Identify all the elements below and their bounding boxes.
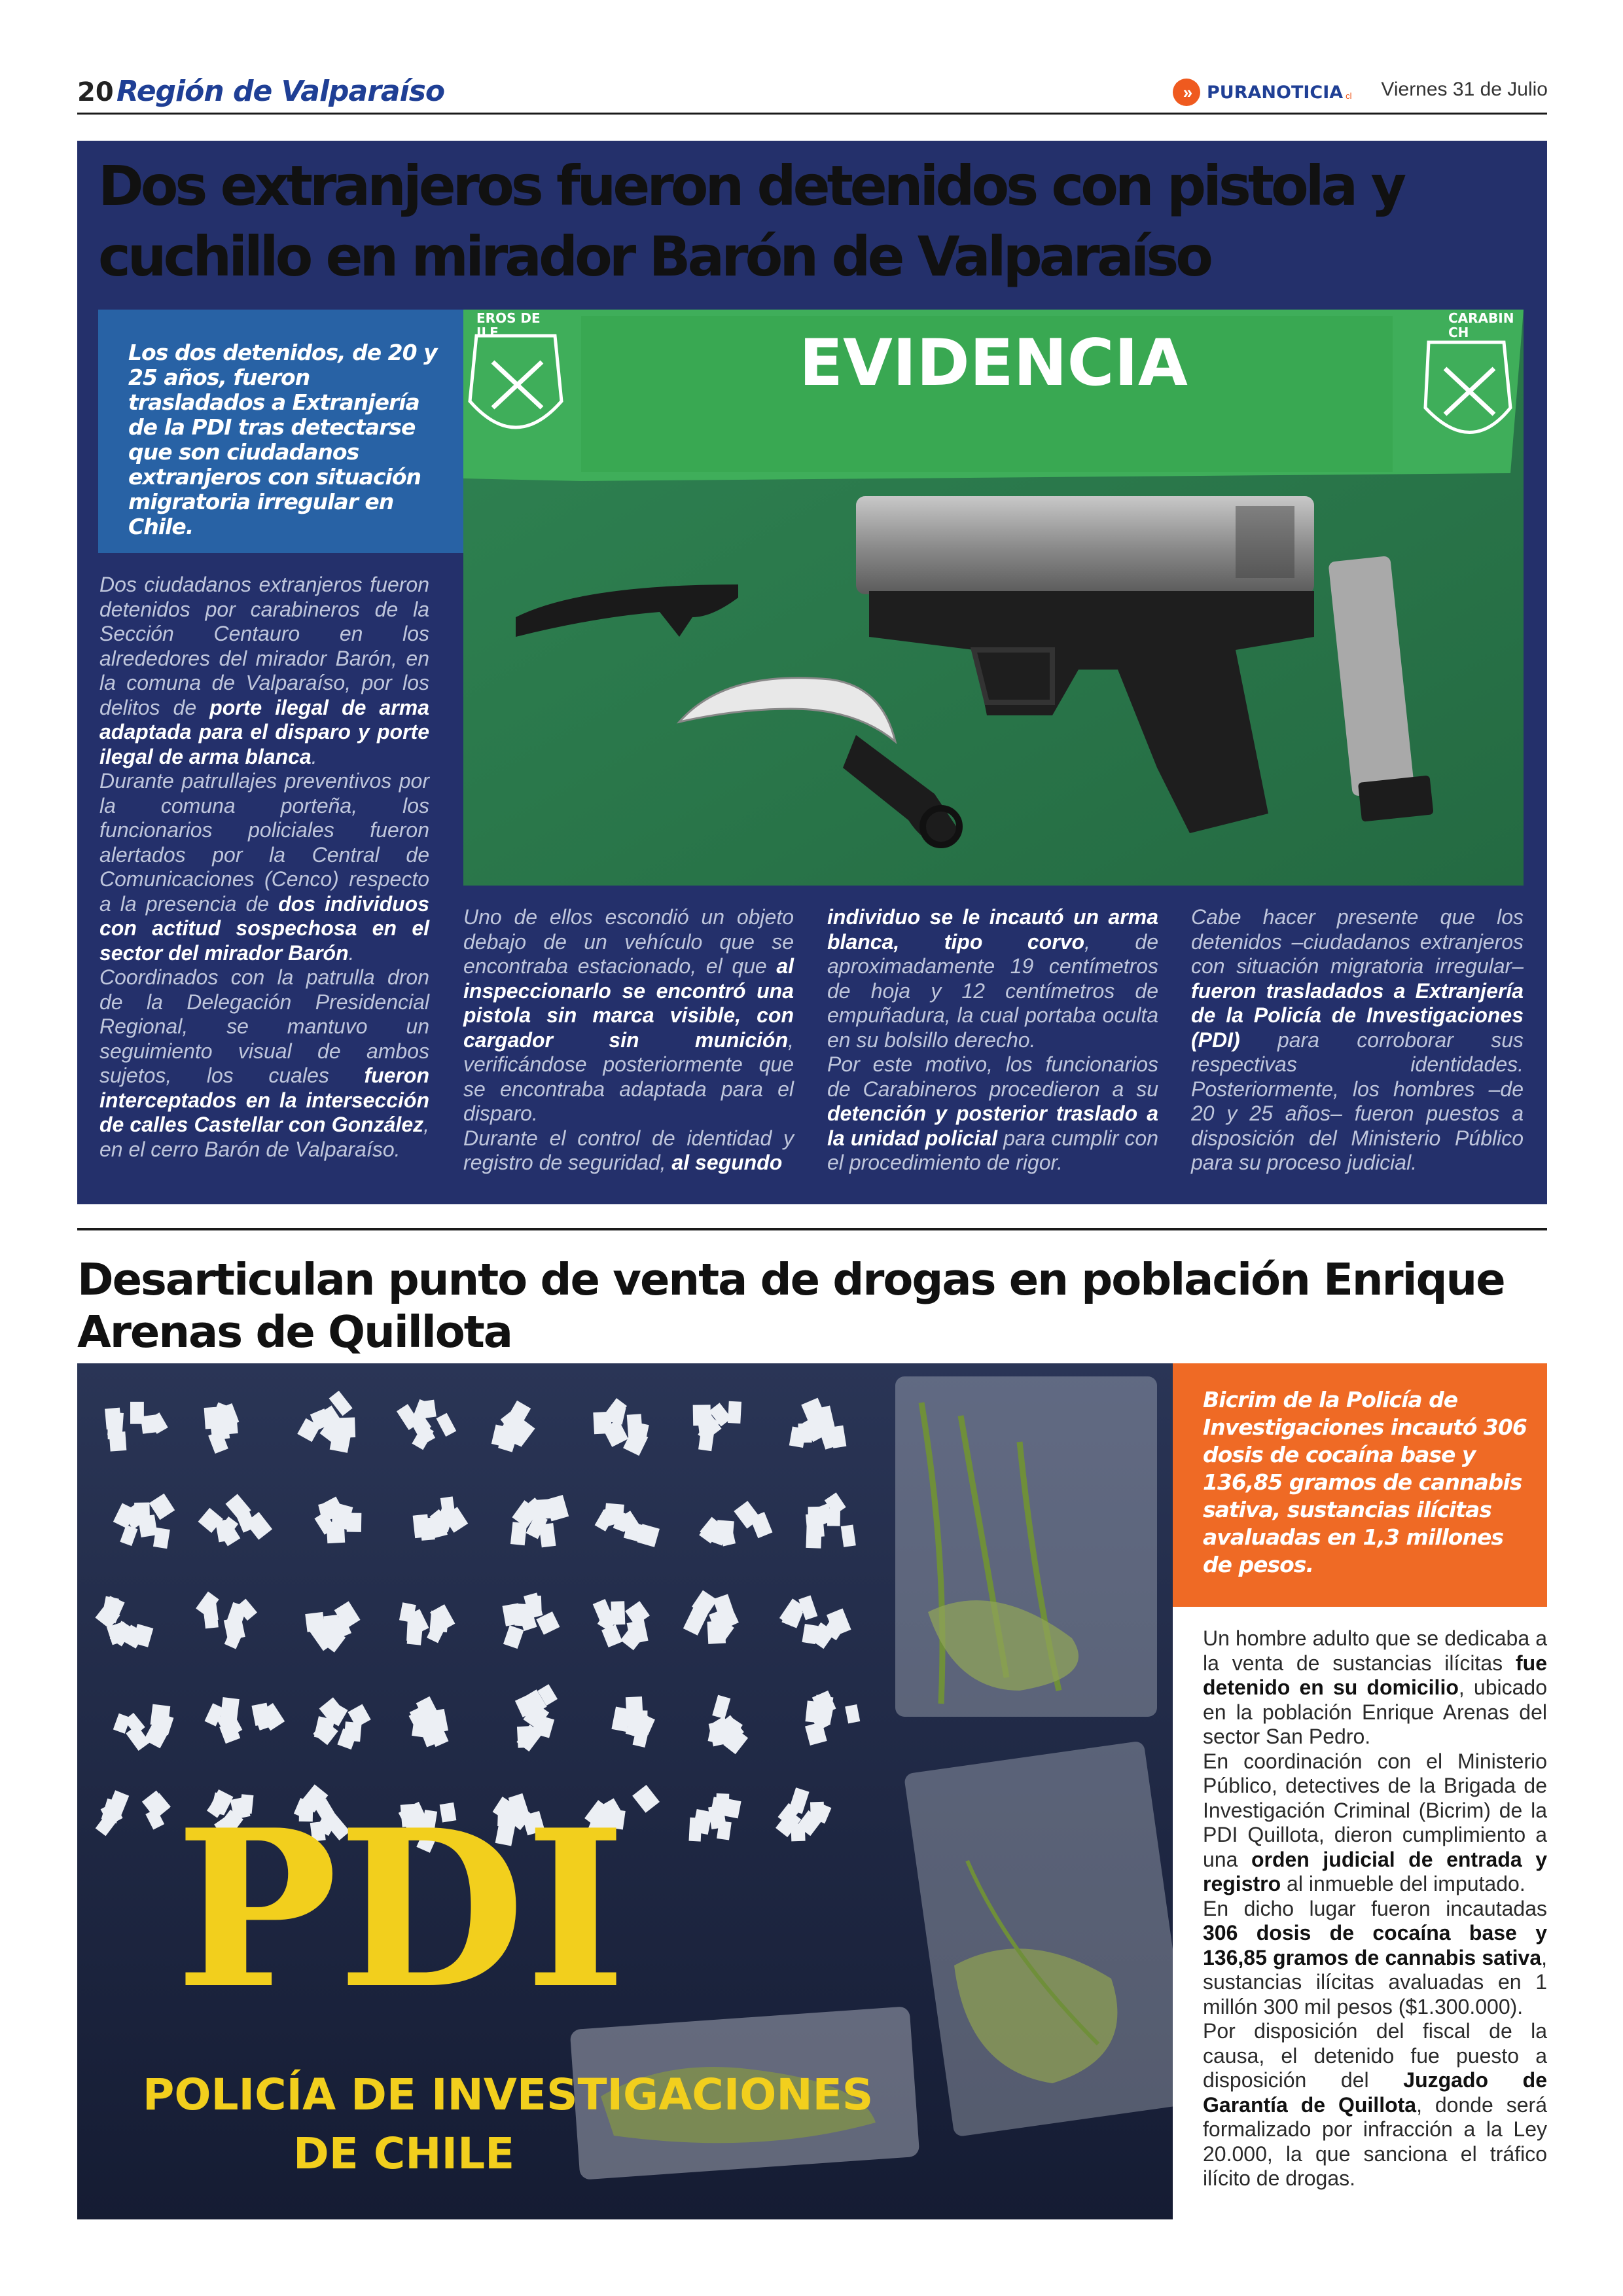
dose-packet [627, 1414, 643, 1437]
article-divider [77, 1228, 1547, 1230]
drugs-photo-illustration [77, 1363, 1173, 2219]
dose-packet [688, 1818, 702, 1842]
article2-body-paragraph: Por disposición del fiscal de la causa, el detenido fue puesto a disposición del Juzgado de Garantía de Quillota, donde será formalizado por infracción a la Ley 20.000, la que sanciona el tráfico ilícito de drogas. [1203, 2019, 1548, 2190]
header-divider [77, 113, 1547, 115]
brand-name: PURANOTICIA [1207, 82, 1344, 103]
article2-body-paragraph: Un hombre adulto que se dedicaba a la venta de sustancias ilícitas fue detenido en su domicilio, ubicado en la población Enrique Arenas del sector San Pedro. [1203, 1626, 1548, 1748]
article1-col2-paragraph: Uno de ellos escondió un objeto debajo de un vehículo que se encontraba estacionado, el que al inspeccionarlo se encontró una pistola sin marca visible, con cargador sin munición, verificándose posteriormente que se encontraba adaptada para el disparo. [463, 905, 794, 1125]
badge-left-text: EROS DE ILE [476, 310, 541, 340]
pdi-caption-1: POLICÍA DE INVESTIGACIONES [143, 2070, 874, 2120]
dose-packet [153, 1528, 170, 1549]
article1-column-4 [1191, 905, 1524, 1175]
dose-packet [806, 1527, 821, 1549]
dose-packet [728, 1401, 741, 1424]
brand-suffix: cl [1346, 90, 1352, 101]
article1-col3-paragraph: individuo se le incautó un arma blanca, tipo corvo, de aproximadamente 19 centímetros de hoja y 12 centímetros de empuñadura, la cual portaba oculta en su bolsillo derecho. [827, 905, 1159, 1052]
dose-packet [134, 1502, 150, 1520]
evidence-photo-illustration [463, 310, 1524, 886]
page-number: 20 [77, 77, 114, 107]
article2-body [1203, 1626, 1547, 2191]
article1-col4-paragraph: Cabe hacer presente que los detenidos –ciudadanos extranjeros con situación migratoria irregular– fueron trasladados a Extranjería de la Policía de Investigaciones (PDI) para corroborar sus respectivas identidades. Posteriormente, los hombres –de 20 y 25 años– fueron puestos a disposición del Ministerio Público para su proceso judicial. [1191, 905, 1524, 1174]
article1-col1-paragraph: Durante patrullajes preventivos por la comuna porteña, los funcionarios policiales fueron alertados por la Central de Comunicaciones (Cenco) respecto a la presencia de dos individuos con actitud sospechosa en el sector del mirador Barón. [99, 769, 430, 965]
article2-body-paragraph: En dicho lugar fueron incautadas 306 dosis de cocaína base y 136,85 gramos de cannabis sativa, sustancias ilícitas avaluadas en 1 millón 300 mil pesos ($1.300.000). [1203, 1896, 1547, 2018]
evidence-sign-text: EVIDENCIA [799, 326, 1188, 401]
dose-packet [336, 1417, 355, 1438]
article1-headline: Dos extranjeros fueron detenidos con pistola y cuchillo en mirador Barón de Valparaíso [98, 154, 1404, 289]
article1-lead: Los dos detenidos, de 20 y 25 años, fueron trasladados a Extranjería de la PDI tras detectarse que son ciudadanos extranjeros con situación migratoria irregular en Chile. [128, 340, 437, 539]
article1-column-2 [463, 905, 794, 1175]
badge-right-text: CARABIN CH [1448, 310, 1514, 340]
issue-date: Viernes 31 de Julio [1381, 79, 1548, 100]
evidence-photo [463, 310, 1524, 886]
dose-packet [827, 1509, 840, 1526]
dose-packet [517, 1726, 531, 1748]
cannabis-bag [895, 1376, 1157, 1717]
article2-lead: Bicrim de la Policía de Investigaciones incautó 306 dosis de cocaína base y 136,85 gramos de cannabis sativa, sustancias ilícitas avaluadas en 1,3 millones de pesos. [1203, 1387, 1527, 1577]
article2-headline: Desarticulan punto de venta de drogas en población Enrique Arenas de Quillota [77, 1254, 1505, 1357]
article2-body-paragraph: En coordinación con el Ministerio Público, detectives de la Brigada de Investigación Criminal (Bicrim) de la PDI Quillota, dieron cumplimiento a una orden judicial de entrada y registro al inmueble del imputado. [1203, 1749, 1547, 1895]
section-title: Región de Valparaíso [116, 75, 445, 108]
article1-col1-paragraph: Coordinados con la patrulla dron de la Delegación Presidencial Regional, se mantuvo un seguimiento visual de ambos sujetos, los cuales fueron interceptados en la intersección de calles Castellar con González, en el cerro Barón de Valparaíso. [99, 965, 429, 1161]
double-chevron-icon: » [1173, 79, 1200, 106]
dose-packet [109, 1431, 127, 1451]
article1-column-1 [99, 573, 429, 1162]
brand-logo[interactable] [1173, 77, 1352, 107]
dose-packet [707, 1621, 726, 1644]
article1-col2-paragraph: Durante el control de identidad y registro de seguridad, al segundo [463, 1126, 794, 1174]
article1-col3-paragraph: Por este motivo, los funcionarios de Carabineros procedieron a su detención y posterior traslado a la unidad policial para cumplir con el procedimiento de rigor. [827, 1052, 1159, 1174]
pdi-logo-text: PDI [175, 1782, 626, 2036]
drugs-photo [77, 1363, 1173, 2219]
article1-col1-paragraph: Dos ciudadanos extranjeros fueron detenidos por carabineros de la Sección Centauro en los alrededores del mirador Barón, en la comuna de Valparaíso, por los delitos de porte ilegal de arma adaptada para el disparo y porte ilegal de arma blanca. [99, 573, 430, 768]
dose-packet [130, 1402, 144, 1424]
dose-packet [808, 1507, 821, 1525]
dose-packet [347, 1513, 362, 1532]
pdi-caption-2: DE CHILE [293, 2128, 515, 2179]
dose-packet [327, 1521, 346, 1543]
article1-column-3 [827, 905, 1158, 1175]
dose-packet [413, 1514, 430, 1538]
